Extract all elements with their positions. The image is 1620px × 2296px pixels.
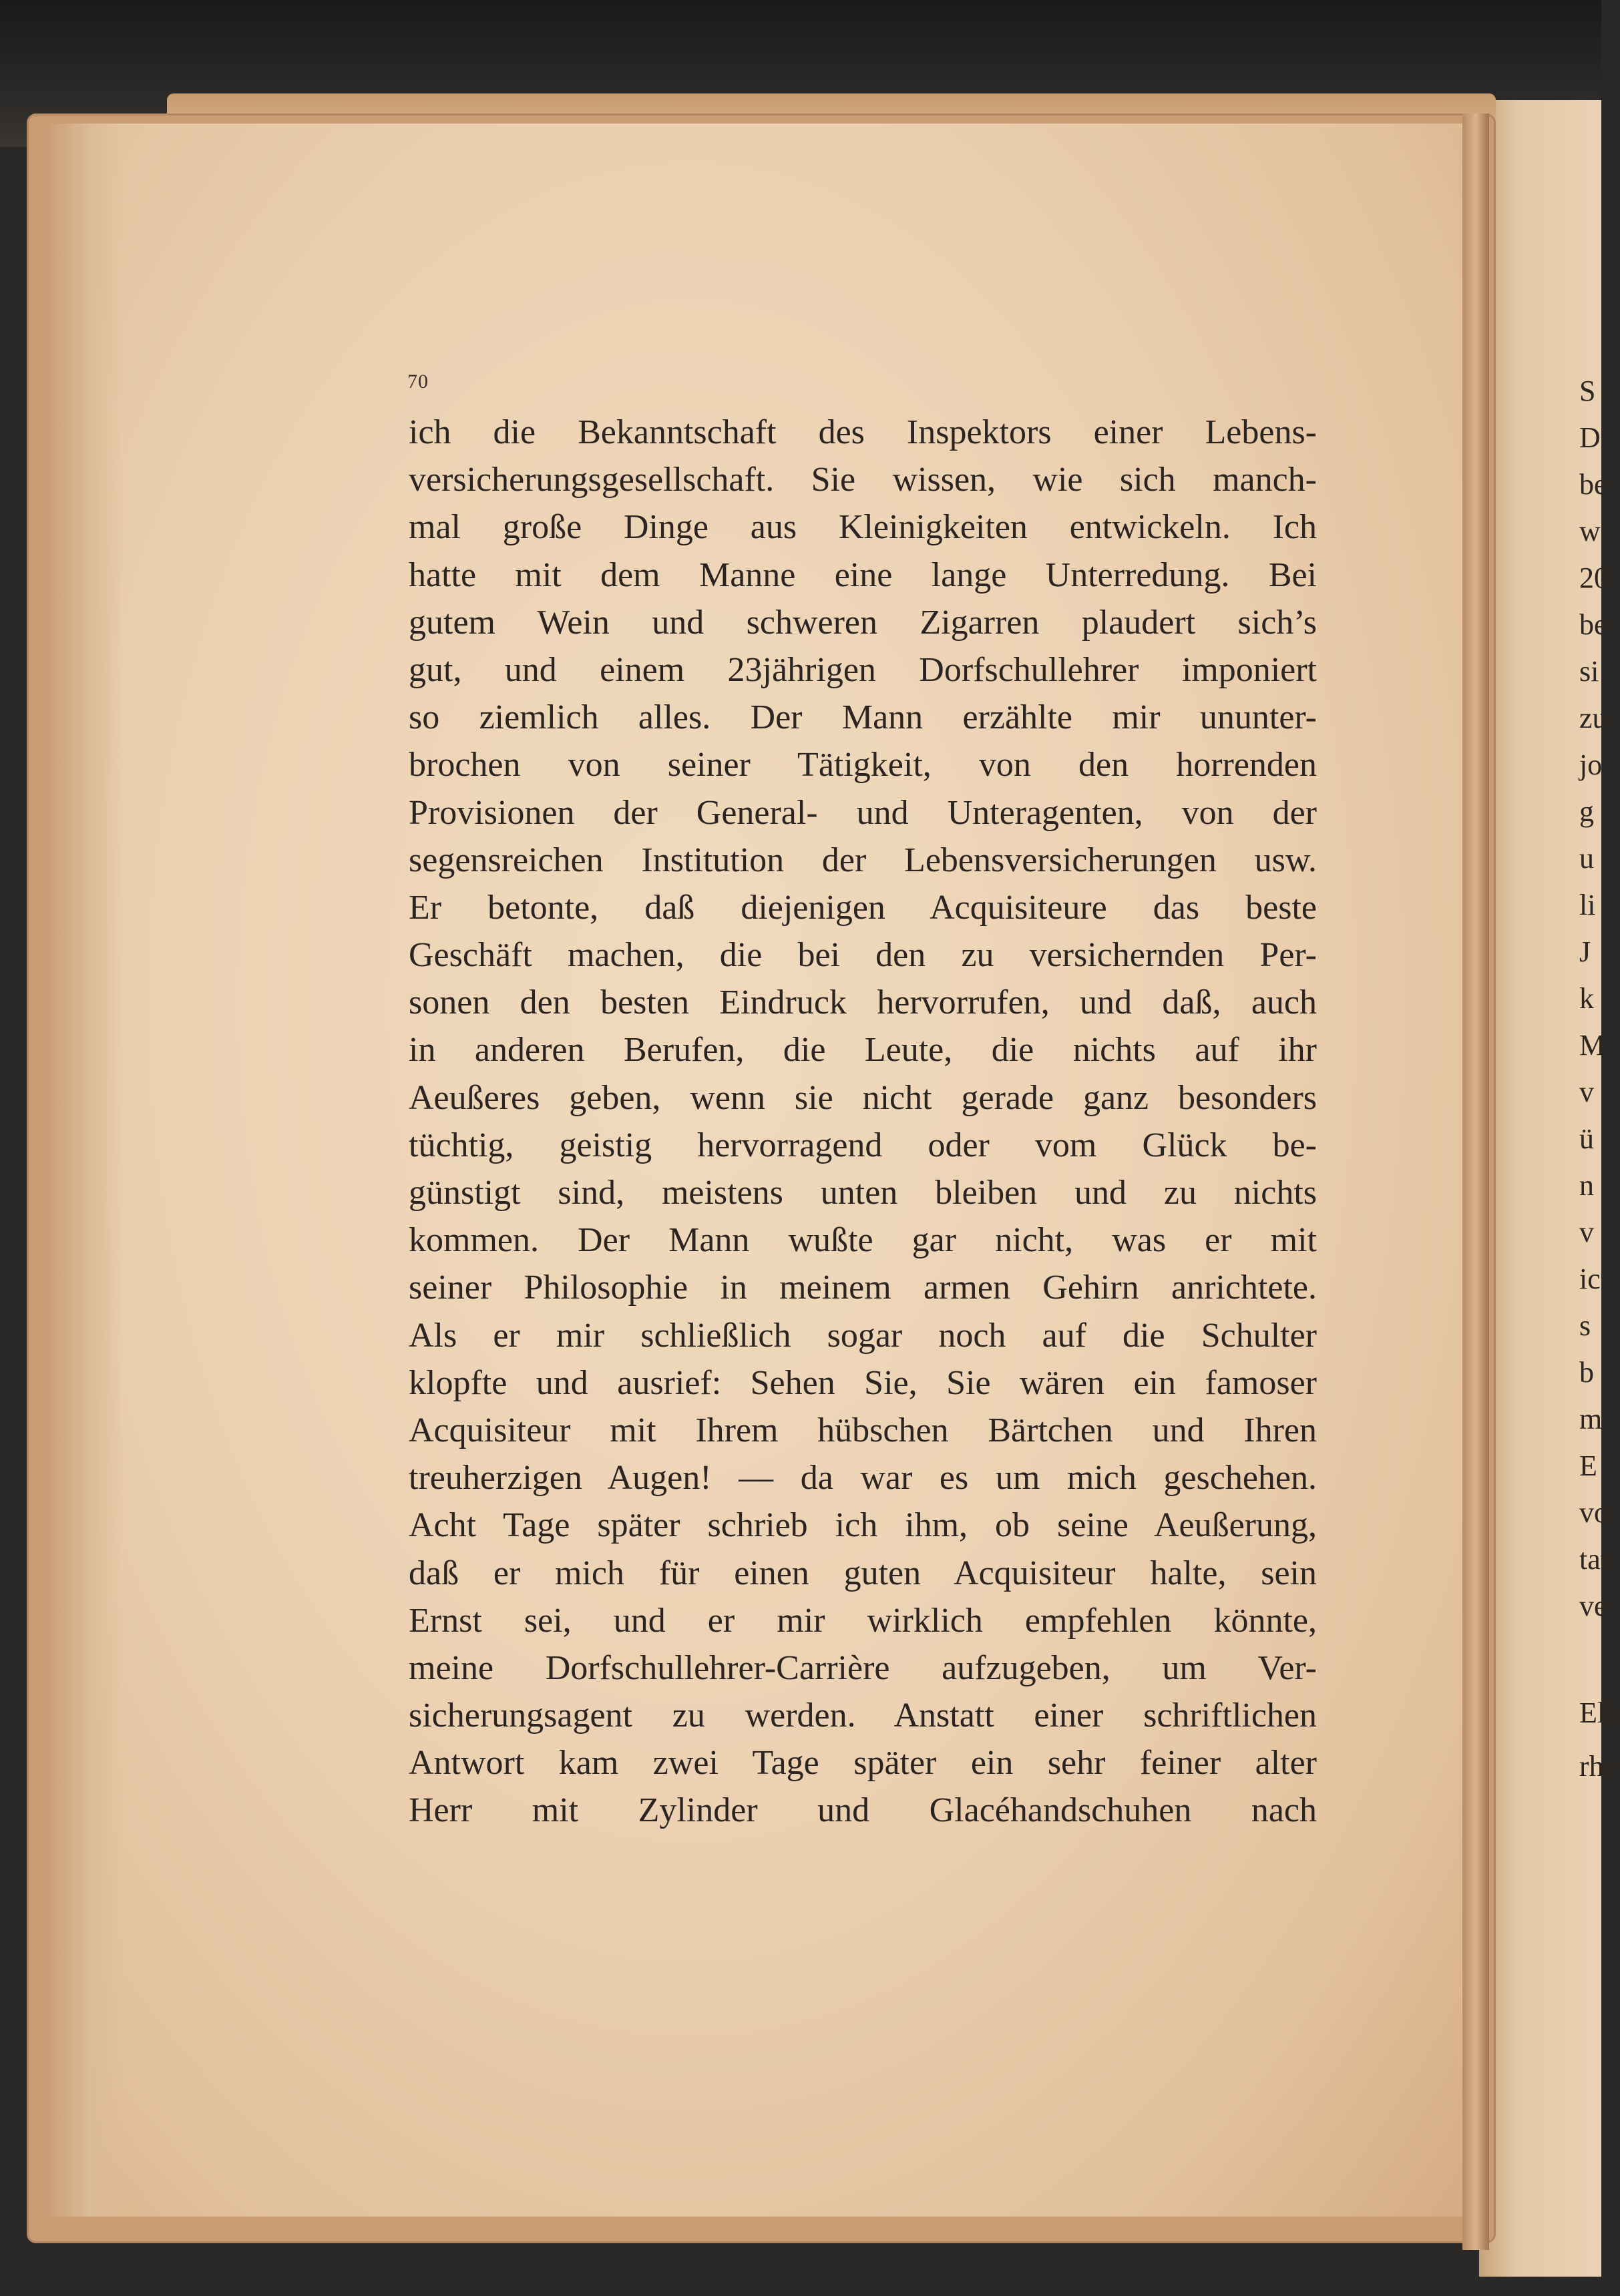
- facing-page-fragment: v: [1579, 1216, 1594, 1248]
- text-line: Acht Tage später schrieb ich ihm, ob seine Aeußerung,: [409, 1506, 1317, 1545]
- facing-page-fragment: m: [1579, 1403, 1603, 1435]
- page-number: 70: [407, 371, 429, 393]
- text-line: sonen den besten Eindruck hervorrufen, und daß, auch: [409, 983, 1317, 1022]
- text-line: Provisionen der General- und Unteragenten, von der: [409, 793, 1317, 832]
- facing-page-fragment: ic: [1579, 1262, 1601, 1295]
- text-line: sicherungsagent zu werden. Anstatt einer schriftlichen: [409, 1696, 1317, 1735]
- text-line: Er betonte, daß diejenigen Acquisiteure das beste: [409, 888, 1317, 927]
- facing-page-fragment: si: [1579, 655, 1599, 688]
- text-line: mal große Dinge aus Kleinigkeiten entwickeln. Ich: [409, 508, 1317, 547]
- facing-page-fragment: Elb: [1579, 1696, 1620, 1729]
- text-line: Acquisiteur mit Ihrem hübschen Bärtchen und Ihren: [409, 1411, 1317, 1449]
- text-line: gutem Wein und schweren Zigarren plaudert sich’s: [409, 603, 1317, 642]
- facing-page-fragment: v: [1579, 1076, 1594, 1108]
- facing-page-fragment: be: [1579, 608, 1607, 641]
- facing-page-fragment: D: [1579, 421, 1601, 454]
- text-line: in anderen Berufen, die Leute, die nichts auf ihr: [409, 1031, 1317, 1070]
- facing-page-fragment: be: [1579, 468, 1607, 501]
- facing-page-fragment: k: [1579, 982, 1594, 1015]
- facing-page-fragment: rhe: [1579, 1750, 1617, 1783]
- text-line: seiner Philosophie in meinem armen Gehirn anrichtete.: [409, 1269, 1317, 1307]
- facing-page-fragment: g: [1579, 795, 1594, 828]
- facing-page-fragment: li: [1579, 889, 1596, 921]
- facing-page-fragment: ve: [1579, 1590, 1607, 1622]
- facing-page-fragment: M: [1579, 1029, 1606, 1062]
- body-text: [409, 409, 1317, 1835]
- facing-page-fragment: J: [1579, 935, 1591, 968]
- facing-page-fragment: ü: [1579, 1122, 1594, 1155]
- text-line: treuherzigen Augen! — da war es um mich geschehen.: [409, 1459, 1317, 1498]
- text-line: günstigt sind, meistens unten bleiben und zu nichts: [409, 1174, 1317, 1212]
- text-line: Herr mit Zylinder und Glacéhandschuhen nach: [409, 1791, 1317, 1830]
- facing-page-fragment: S: [1579, 375, 1596, 407]
- text-line: daß er mich für einen guten Acquisiteur halte, sein: [409, 1554, 1317, 1592]
- text-line: Antwort kam zwei Tage später ein sehr feiner alter: [409, 1744, 1317, 1783]
- text-line: klopfte und ausrief: Sehen Sie, Sie wären ein famoser: [409, 1363, 1317, 1402]
- text-line: meine Dorfschullehrer-Carrière aufzugeben, um Ver-: [409, 1648, 1317, 1687]
- text-line: tüchtig, geistig hervorragend oder vom Glück be-: [409, 1126, 1317, 1164]
- text-line: segensreichen Institution der Lebensversicherungen usw.: [409, 841, 1317, 879]
- page-inner-edge: [50, 124, 124, 2217]
- facing-page-fragment: n: [1579, 1169, 1594, 1202]
- text-line: hatte mit dem Manne eine lange Unterredung. Bei: [409, 555, 1317, 594]
- text-line: Aeußeres geben, wenn sie nicht gerade ganz besonders: [409, 1078, 1317, 1117]
- text-line: brochen von seiner Tätigkeit, von den horrenden: [409, 746, 1317, 784]
- facing-page-fragment: E: [1579, 1449, 1597, 1482]
- text-line: gut, und einem 23jährigen Dorfschullehrer imponiert: [409, 650, 1317, 689]
- text-line: kommen. Der Mann wußte gar nicht, was er mit: [409, 1221, 1317, 1260]
- facing-page-fragment: s: [1579, 1309, 1591, 1342]
- facing-page-fragment: w: [1579, 515, 1601, 547]
- text-line: so ziemlich alles. Der Mann erzählte mir ununter-: [409, 698, 1317, 737]
- text-line: Als er mir schließlich sogar noch auf die Schulter: [409, 1316, 1317, 1355]
- facing-page-fragment: 20: [1579, 561, 1609, 594]
- facing-page-fragment: u: [1579, 842, 1594, 875]
- text-line: ich die Bekanntschaft des Inspektors einer Lebens-: [409, 413, 1317, 451]
- facing-page-fragment: zu: [1579, 702, 1607, 734]
- text-line: Ernst sei, und er mir wirklich empfehlen könnte,: [409, 1601, 1317, 1640]
- facing-page-fragment: vo: [1579, 1496, 1609, 1529]
- facing-page-fragment: jo: [1579, 748, 1603, 781]
- facing-page-fragment: b: [1579, 1356, 1594, 1389]
- facing-page-fragment: tat: [1579, 1543, 1609, 1576]
- facing-page: [1479, 100, 1620, 2277]
- book-spine: [1462, 113, 1489, 2250]
- text-line: Geschäft machen, die bei den zu versichernden Per-: [409, 936, 1317, 975]
- text-line: versicherungsgesellschaft. Sie wissen, wie sich manch-: [409, 461, 1317, 499]
